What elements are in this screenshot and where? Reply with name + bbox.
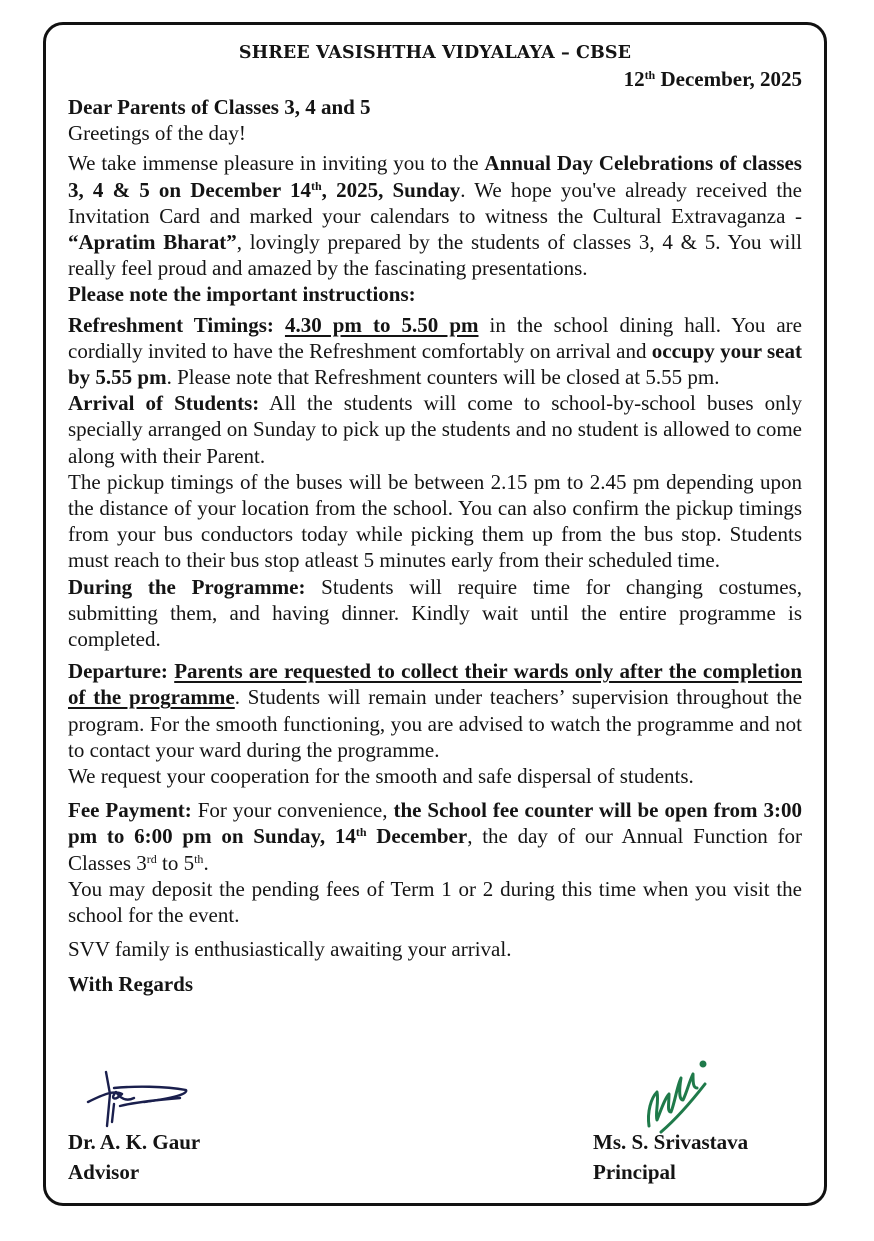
advisor-role: Advisor xyxy=(68,1160,140,1184)
principal-signature-icon xyxy=(635,1042,715,1138)
fee-text-4: . xyxy=(203,850,209,875)
signatures xyxy=(68,1072,802,1192)
advisor-name: Dr. A. K. Gaur xyxy=(68,1130,201,1154)
refreshment-text-2: . Please note that Refreshment counters will be closed at 5.55 pm. xyxy=(166,365,720,390)
salutation xyxy=(68,94,802,120)
departure-instruction: Parents are requested to collect their wards only after the completion of the programme xyxy=(68,659,802,710)
advisor-signature-icon xyxy=(84,1068,194,1134)
refreshment-label: Refreshment Timings: xyxy=(68,312,274,337)
date-day: 12 xyxy=(623,67,645,91)
greeting: Greetings of the day! xyxy=(68,121,246,146)
deposit-paragraph: You may deposit the pending fees of Term 1 or 2 during this time when you visit the school for the event. xyxy=(68,876,802,928)
programme-text: Students will require time for changing costumes, submitting them, and having dinner. Kindly wait until the entire programme is completed. xyxy=(68,574,803,652)
intro-paragraph xyxy=(68,150,802,281)
arrival-text: All the students will come to school-by-school buses only specially arranged on Sunday to pick up the students and no student is allowed to come along with their Parent. xyxy=(68,391,802,468)
refreshment-timing: 4.30 pm to 5.50 pm xyxy=(284,312,479,337)
fee-text-2: , the day of our Annual Function for Classes 3 xyxy=(68,824,802,875)
departure-paragraph xyxy=(68,658,802,763)
fee-label: Fee Payment: xyxy=(68,798,192,823)
date-rest: December, 2025 xyxy=(655,67,802,91)
date-suffix: th xyxy=(644,68,656,82)
event-title: “Apratim Bharat” xyxy=(68,230,237,255)
closing-line: SVV family is enthusiastically awaiting your arrival. xyxy=(68,937,512,962)
letter-body xyxy=(68,40,802,997)
fee-sup-th: th xyxy=(194,851,204,866)
arrival-label: Arrival of Students: xyxy=(68,391,260,416)
regards-text: With Regards xyxy=(68,971,194,996)
refreshment-paragraph xyxy=(68,312,802,391)
fee-text-3: to 5 xyxy=(156,850,195,875)
fee-month: December xyxy=(366,824,468,849)
fee-text-1: For your convenience, xyxy=(191,798,394,823)
school-name: SHREE VASISHTHA VIDYALAYA – CBSE xyxy=(238,43,632,63)
departure-text: . Students will remain under teachers’ supervision throughout the program. For the smooth functioning, you are advised to watch the programme and not to contact your ward during the programme. xyxy=(68,685,802,762)
refreshment-text-1: in the school dining hall. You are cordially invited to have the Refreshment comfortably on arrival and xyxy=(68,312,802,363)
programme-label: During the Programme: xyxy=(68,574,306,599)
intro-text-3: , lovingly prepared by the students of classes 3, 4 & 5. You will really feel proud and amazed by the fascinating presentations. xyxy=(68,230,802,281)
instructions-heading-text: Please note the important instructions: xyxy=(68,282,416,307)
salutation-text: Dear Parents of Classes 3, 4 and 5 xyxy=(68,95,371,119)
principal-role: Principal xyxy=(593,1160,676,1184)
pickup-paragraph: The pickup timings of the buses will be between 2.15 pm to 2.45 pm depending upon the distance of your location from the school. You can also confirm the pickup timings from your bus conductors today while picking them up from the bus stop. Students must reach to their bus stop atleast 5 minutes early from their scheduled time. xyxy=(68,469,802,573)
event-rest: , 2025, Sunday xyxy=(321,177,461,202)
fee-sup-rd: rd xyxy=(146,851,157,866)
cooperation-paragraph: We request your cooperation for the smooth and safe dispersal of students. xyxy=(68,764,694,789)
intro-text-2: . We hope you've already received the Invitation Card and marked your calendars to witness the Cultural Extravaganza - xyxy=(68,177,802,228)
letter-date xyxy=(68,66,802,92)
principal-name: Ms. S. Srivastava xyxy=(593,1130,749,1154)
event-text: Annual Day Celebrations of classes 3, 4 & 5 on December 14 xyxy=(68,151,802,202)
arrival-paragraph xyxy=(68,390,802,469)
fee-hours: the School fee counter will be open from 3:00 pm to 6:00 pm on Sunday, 14 xyxy=(68,798,802,849)
fee-paragraph xyxy=(68,797,802,876)
event-sup: th xyxy=(310,178,322,193)
departure-label: Departure: xyxy=(68,659,168,684)
instructions-heading xyxy=(68,281,802,307)
regards xyxy=(68,971,802,997)
programme-paragraph xyxy=(68,574,802,653)
intro-text-1: We take immense pleasure in inviting you to the xyxy=(68,151,485,176)
fee-sup: th xyxy=(355,825,367,840)
seat-deadline: occupy your seat by 5.55 pm xyxy=(68,338,802,390)
